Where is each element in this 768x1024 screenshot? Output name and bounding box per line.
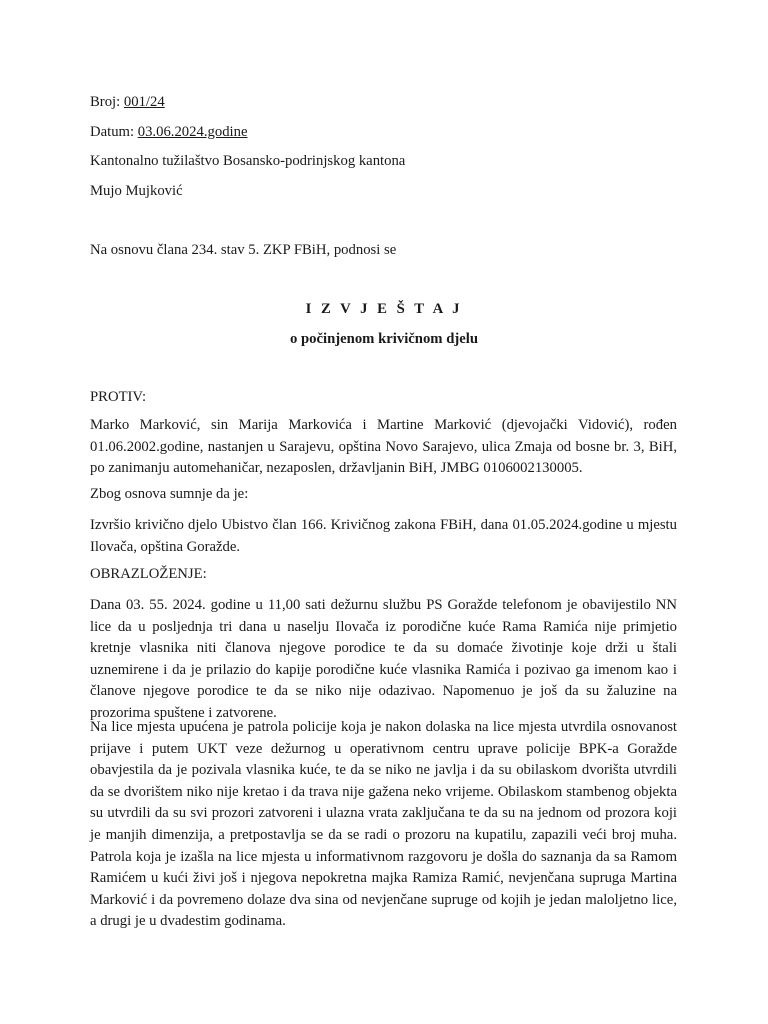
sumnja-heading: Zbog osnova sumnje da je: xyxy=(90,486,249,502)
protiv-heading: PROTIV: xyxy=(90,389,147,405)
broj-line xyxy=(90,94,165,111)
person-name: Mujo Mujković xyxy=(90,183,183,199)
protiv-paragraph: Marko Marković, sin Marija Markovića i Martine Marković (djevojački Vidović), rođen 01.06.2002.godine, nastanjen u Sarajevu, opština Novo Sarajevo, ulica Zmaja od bosne br. 3, BiH, po zanimanju automehaničar, nezaposlen, državljanin BiH, JMBG 0106002130005. xyxy=(90,417,677,477)
document-subtitle: o počinjenom krivičnom djelu xyxy=(289,331,479,347)
broj-label: Broj: xyxy=(90,94,121,110)
datum-value: 03.06.2024.godine xyxy=(137,124,248,140)
datum-label: Datum: xyxy=(90,124,135,140)
obrazlozenje-heading: OBRAZLOŽENJE: xyxy=(90,566,207,582)
recipient-name: Kantonalno tužilaštvo Bosansko-podrinjskog kantona xyxy=(90,153,406,169)
obrazlozenje-paragraph-2: Na lice mjesta upućena je patrola policije koja je nakon dolaska na lice mjesta utvrdila osnovanost prijave i putem UKT veze dežurnog u operativnom centru uprave policije BPK-a Goražde obavjestila da je pozivala vlasnika kuće, te da se niko ne javlja i da su obilaskom dvorišta utvrdili da se dvorištem niko nije kretao i da trava nije gažena neko vrijeme. Obilaskom stambenog objekta su utvrdili da su svi prozori zatvoreni i ulazna vrata zaključana te da su na jednom od prozora koji je manjih dimenzija, a pretpostavlja se da se radi o prozoru na kupatilu, zapazili veći broj muha. Patrola koja je izašla na lice mjesta u informativnom razgovoru je došla do saznanja da sa Ramom Ramićem u kući živi još i njegova nepokretna majka Ramiza Ramić, nevjenčana supruga Martina Marković i da povremeno dolaze dva sina od nevjenčane supruge od kojih je jedan maloljetno lice, a drugi je u dvadestim godinama. xyxy=(90,719,677,930)
obrazlozenje-paragraph-1: Dana 03. 55. 2024. godine u 11,00 sati dežurnu službu PS Goražde telefonom je obavijestilo NN lice da u posljednja tri dana u naselju Ilovača iz porodične kuće Rama Ramića nije primjetio kretnje vlasnika niti članova njegove porodice te da su domaće životinje koje drži u štali uznemirene i da je prilazio do kapije porodične kuće vlasnika Ramića i pozivao ga imenom kao i članove njegove porodice te da se niko nije odazivao. Napomenuo je još da su žaluzine na prozorima spuštene i zatvorene. xyxy=(90,597,677,721)
intro-text: Na osnovu člana 234. stav 5. ZKP FBiH, podnosi se xyxy=(90,242,397,258)
sumnja-paragraph: Izvršio krivično djelo Ubistvo član 166. Krivičnog zakona FBiH, dana 01.05.2024.godine u mjestu Ilovača, opština Goražde. xyxy=(90,517,677,555)
broj-value: 001/24 xyxy=(123,94,165,110)
document-title: I Z V J E Š T A J xyxy=(305,301,463,317)
datum-line xyxy=(90,124,247,141)
